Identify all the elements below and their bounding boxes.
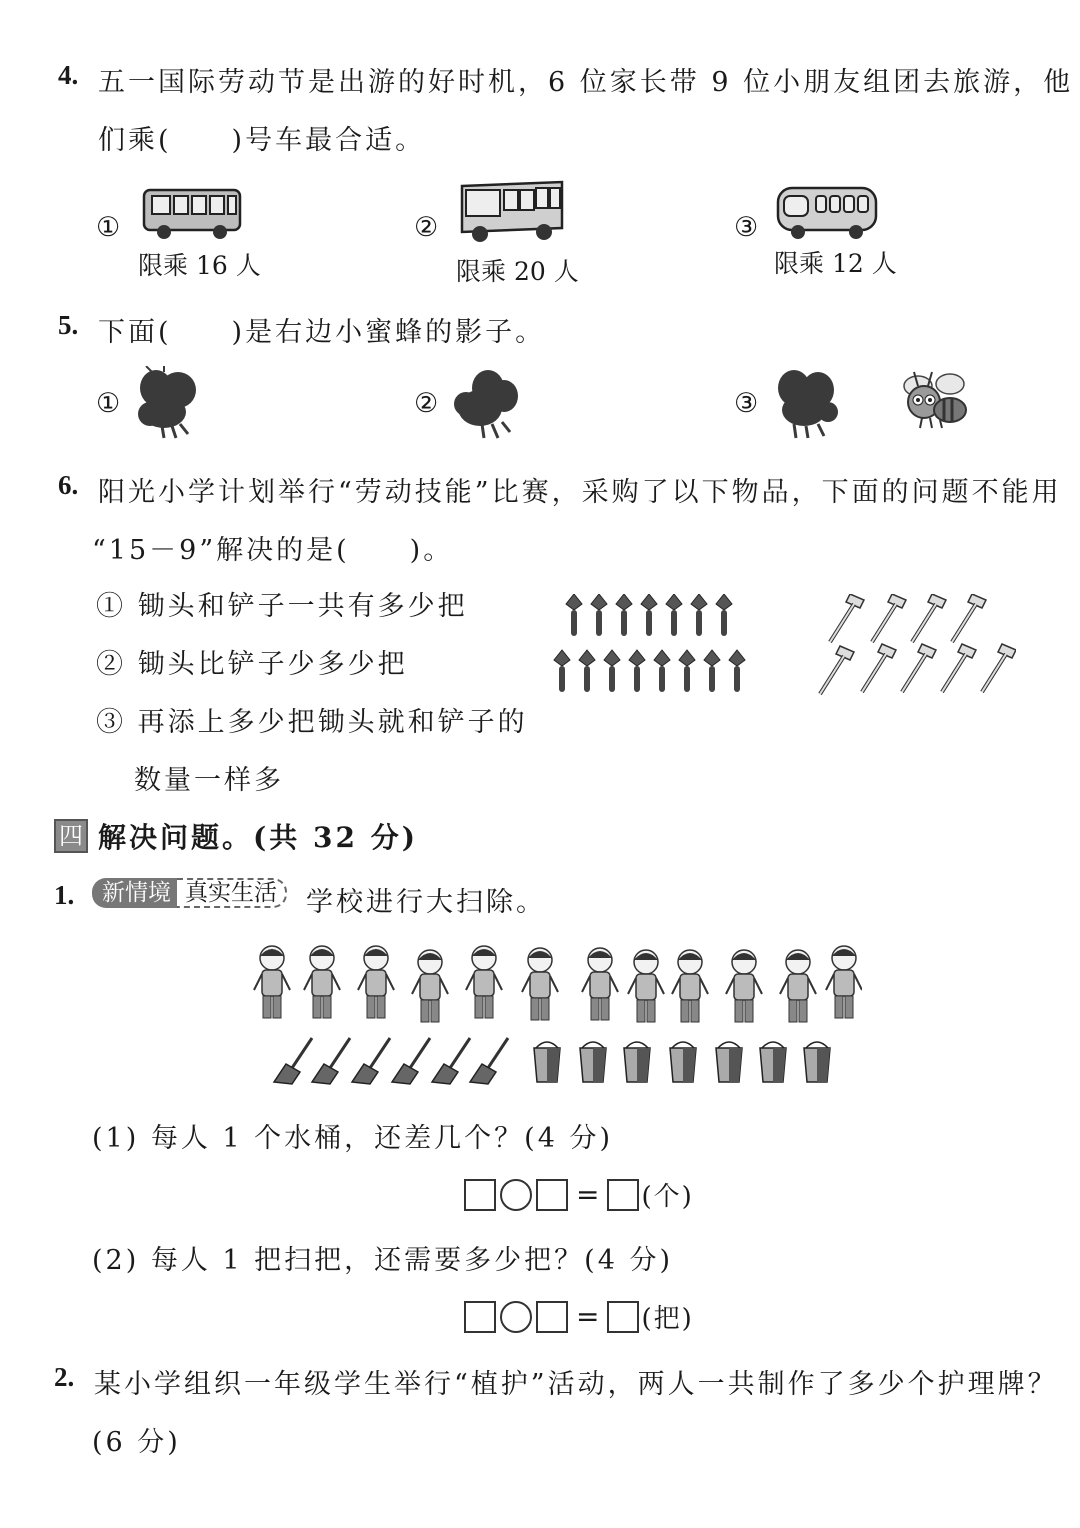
choice-text: 再添上多少把锄头就和铲子的 xyxy=(137,707,528,738)
choice-item xyxy=(96,642,408,681)
equals-sign: = xyxy=(576,1178,600,1211)
question-text: 阳光小学计划举行“劳动技能”比赛，采购了以下物品，下面的问题不能用 xyxy=(98,477,1062,508)
option-mark: ③ xyxy=(734,388,759,419)
option-caption: 限乘 20 人 xyxy=(456,257,579,286)
choice-item xyxy=(96,700,528,739)
equals-sign: = xyxy=(576,1300,600,1333)
operator-circle[interactable] xyxy=(500,1179,532,1211)
section-number: 四 xyxy=(54,819,88,853)
answer-box[interactable] xyxy=(536,1179,568,1211)
tag-new-context: 新情境 xyxy=(92,878,177,908)
choice-text-cont: 数量一样多 xyxy=(134,765,284,796)
answer-box[interactable] xyxy=(464,1179,496,1211)
choice-mark: ③ xyxy=(96,707,126,738)
choice-text: 锄头比铲子少多少把 xyxy=(137,649,408,680)
unit-label: (个) xyxy=(641,1182,694,1212)
problem-text: 学校进行大扫除。 xyxy=(306,887,546,918)
answer-box[interactable] xyxy=(607,1179,639,1211)
brooms-buckets-group xyxy=(272,1036,842,1086)
bee-shadow-icon xyxy=(452,366,520,442)
bus-icon xyxy=(776,184,878,242)
bee-shadow-icon xyxy=(772,366,840,442)
sub-question: (1) 每人 1 个水桶，还差几个？(4 分) xyxy=(92,1123,613,1154)
choice-mark: ① xyxy=(96,591,126,622)
answer-box[interactable] xyxy=(607,1301,639,1333)
bus-icon xyxy=(458,178,566,246)
problem-text-cont: (6 分) xyxy=(92,1427,181,1458)
question-number: 6. xyxy=(58,470,79,500)
answer-equation xyxy=(462,1176,694,1213)
context-tag xyxy=(92,878,287,908)
children-group xyxy=(252,938,862,1024)
question-text: 五一国际劳动节是出游的好时机，6 位家长带 9 位小朋友组团去旅游，他 xyxy=(98,67,1074,98)
section-title: 解决问题。(共 32 分) xyxy=(98,821,418,854)
bus-icon xyxy=(142,186,242,242)
option-mark: ③ xyxy=(734,212,759,243)
choice-mark: ② xyxy=(96,649,126,680)
operator-circle[interactable] xyxy=(500,1301,532,1333)
question-text-cont: 们乘( )号车最合适。 xyxy=(98,125,426,156)
choice-text: 锄头和铲子一共有多少把 xyxy=(137,591,468,622)
answer-equation xyxy=(462,1298,694,1335)
hoe-group xyxy=(816,594,1016,700)
option-mark: ① xyxy=(96,388,121,419)
bee-icon xyxy=(900,366,970,432)
question-text: 下面( )是右边小蜜蜂的影子。 xyxy=(98,317,546,348)
sub-question: (2) 每人 1 把扫把，还需要多少把？(4 分) xyxy=(92,1245,673,1276)
answer-box[interactable] xyxy=(464,1301,496,1333)
bee-shadow-icon xyxy=(134,366,202,442)
question-number: 4. xyxy=(58,60,79,90)
problem-number: 2. xyxy=(54,1362,75,1392)
unit-label: (把) xyxy=(641,1304,694,1334)
option-caption: 限乘 16 人 xyxy=(138,251,261,280)
option-mark: ① xyxy=(96,212,121,243)
question-number: 5. xyxy=(58,310,79,340)
option-mark: ② xyxy=(414,212,439,243)
problem-number: 1. xyxy=(54,880,75,910)
shovel-group xyxy=(552,594,762,698)
choice-item xyxy=(96,584,468,623)
question-text-cont: “15－9”解决的是( )。 xyxy=(92,535,454,566)
tag-real-life: 真实生活 xyxy=(177,878,287,908)
option-caption: 限乘 12 人 xyxy=(774,249,897,278)
option-mark: ② xyxy=(414,388,439,419)
answer-box[interactable] xyxy=(536,1301,568,1333)
section-header xyxy=(54,816,418,856)
problem-text: 某小学组织一年级学生举行“植护”活动，两人一共制作了多少个护理牌？ xyxy=(94,1369,1058,1400)
